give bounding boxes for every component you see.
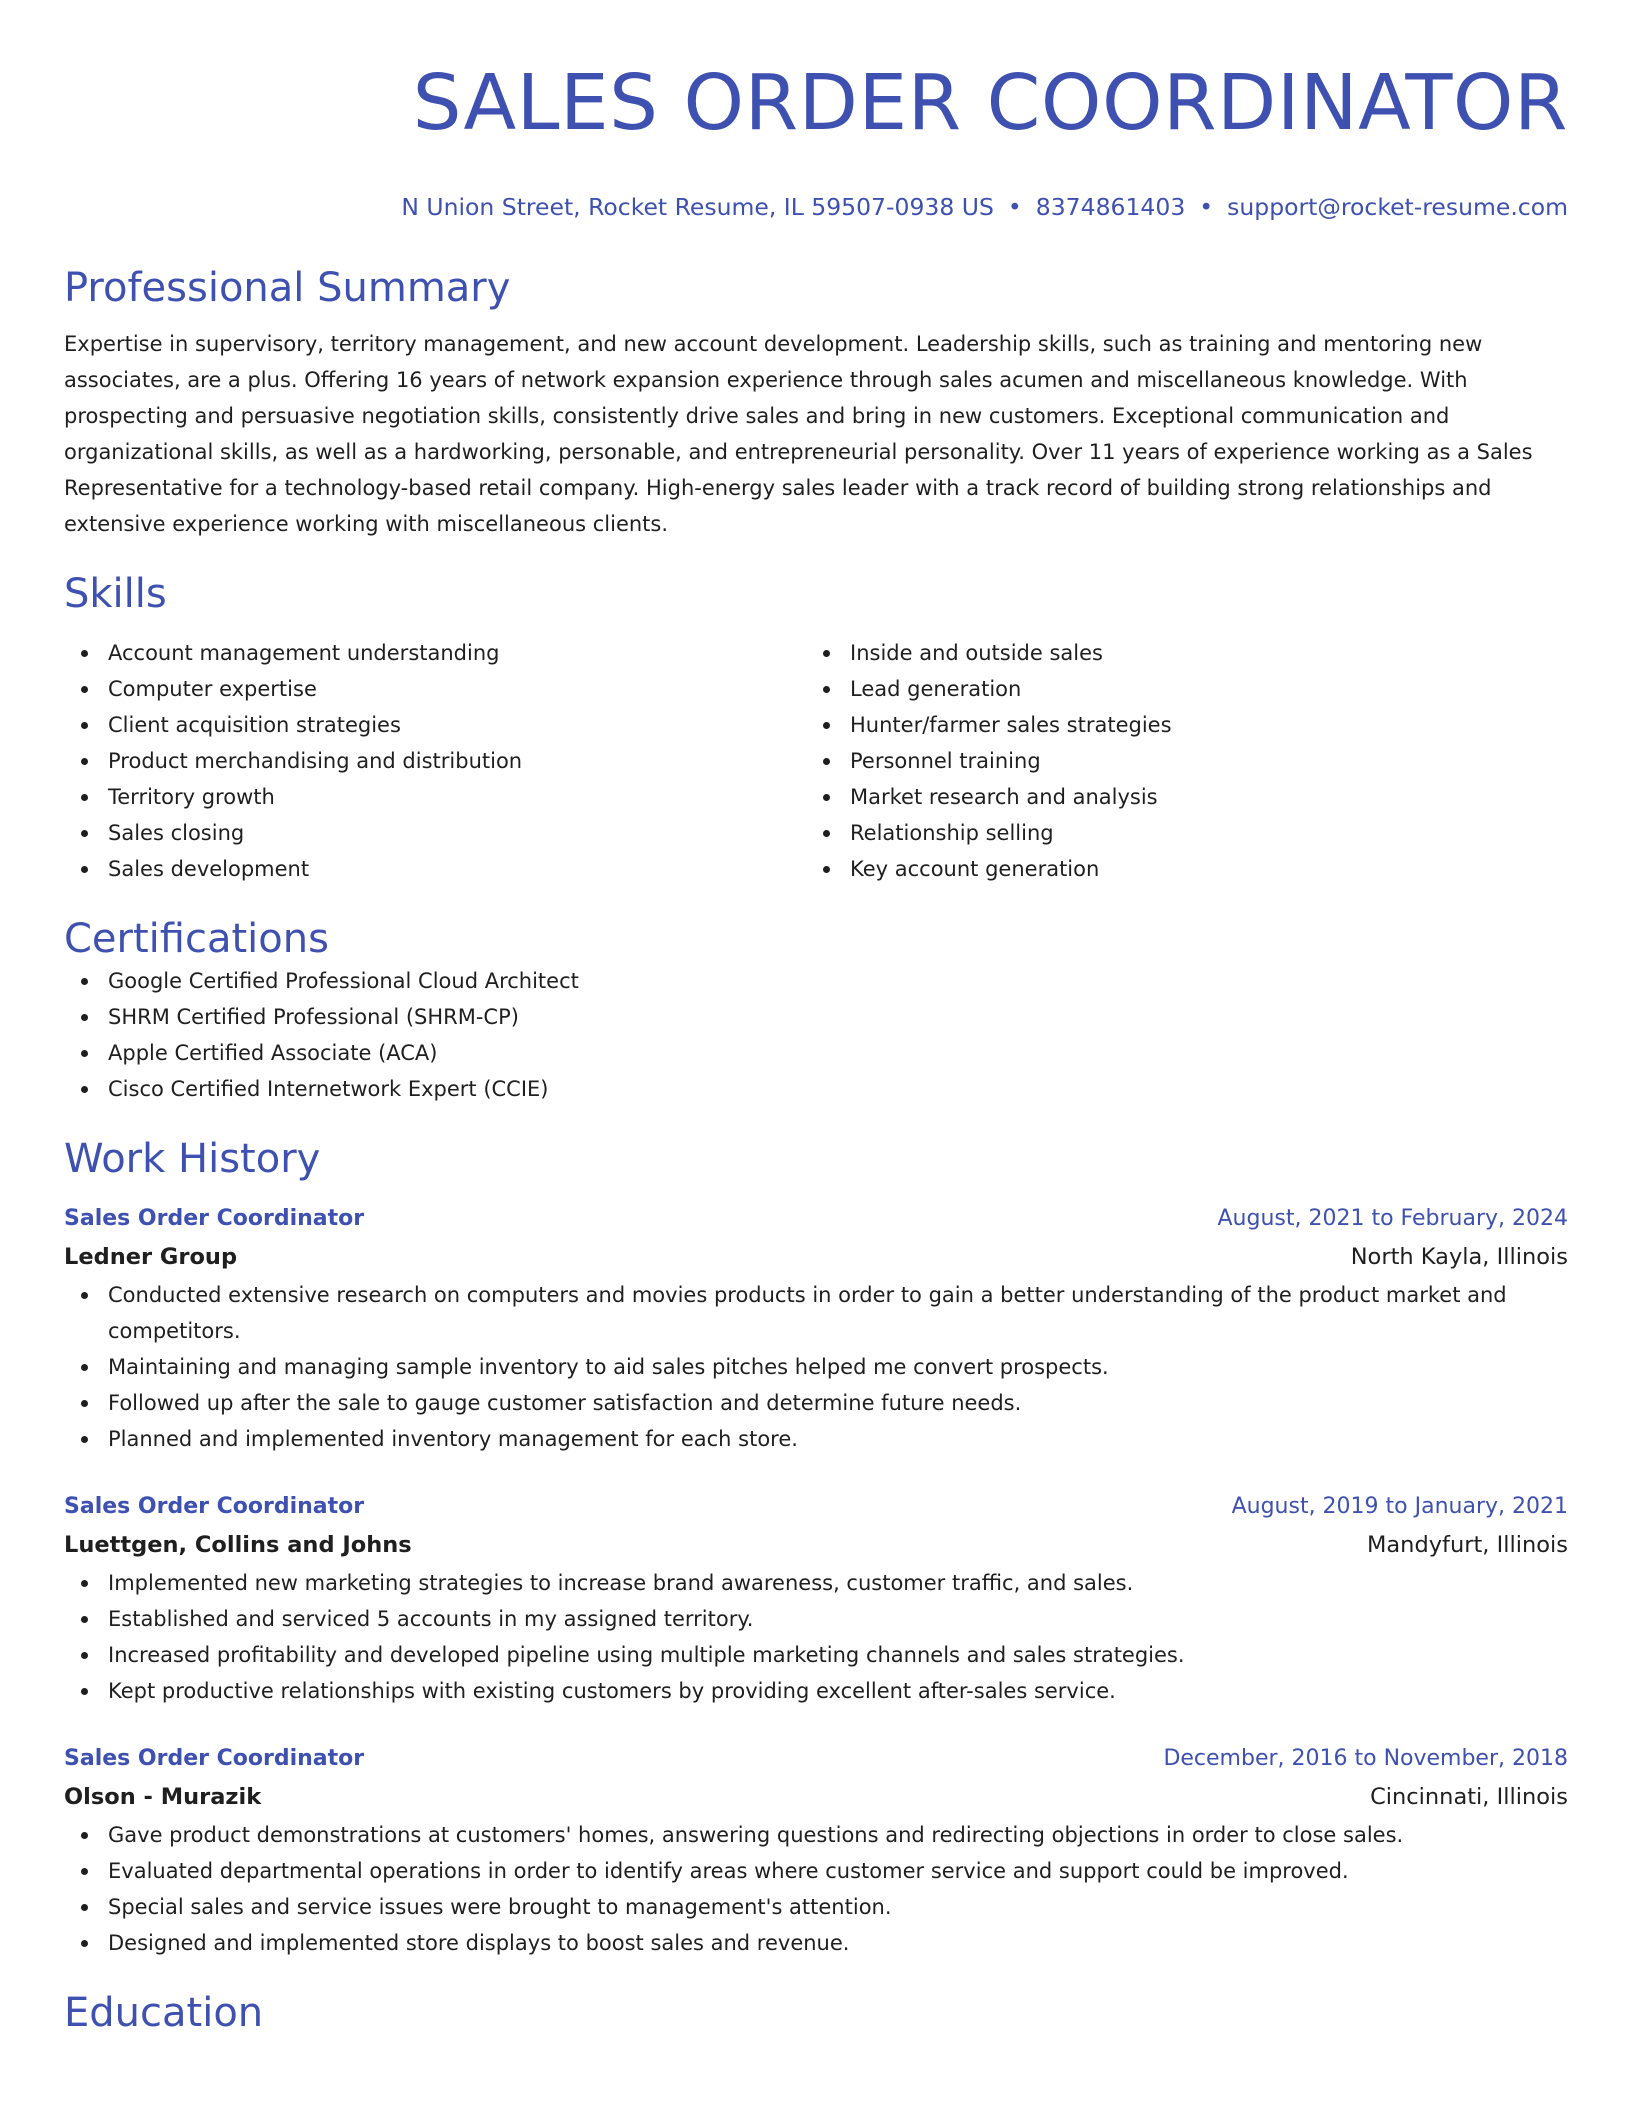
skills-list-left xyxy=(64,635,806,887)
list-item: Followed up after the sale to gauge customer satisfaction and determine future needs. xyxy=(64,1385,1568,1421)
list-item: Increased profitability and developed pipeline using multiple marketing channels and sales strategies. xyxy=(64,1637,1568,1673)
contact-line xyxy=(64,192,1568,222)
job-bullets xyxy=(64,1565,1568,1709)
job-title: Sales Order Coordinator xyxy=(64,1746,365,1771)
skills-list-right xyxy=(806,635,1548,887)
job-company: Olson - Murazik xyxy=(64,1784,262,1810)
list-item: SHRM Certified Professional (SHRM-CP) xyxy=(64,999,1568,1035)
list-item: Personnel training xyxy=(806,743,1548,779)
job-bullets xyxy=(64,1277,1568,1457)
job-title-row xyxy=(64,1741,1568,1777)
list-item: Conducted extensive research on computers and movies products in order to gain a better understanding of the product market and competitors. xyxy=(64,1277,1568,1349)
skills-column-left xyxy=(64,635,806,887)
list-item: Sales closing xyxy=(64,815,806,851)
contact-separator: • xyxy=(1199,193,1214,221)
job-company-row xyxy=(64,1777,1568,1817)
job-location: Mandyfurt, Illinois xyxy=(1366,1532,1568,1558)
list-item: Market research and analysis xyxy=(806,779,1548,815)
job-dates: August, 2021 to February, 2024 xyxy=(1217,1206,1568,1231)
list-item: Key account generation xyxy=(806,851,1548,887)
list-item: Apple Certified Associate (ACA) xyxy=(64,1035,1568,1071)
job-title-row xyxy=(64,1201,1568,1237)
list-item: Hunter/farmer sales strategies xyxy=(806,707,1548,743)
resume-page xyxy=(64,0,1568,2037)
job-title-row xyxy=(64,1489,1568,1525)
list-item: Inside and outside sales xyxy=(806,635,1548,671)
job-entry xyxy=(64,1201,1568,1457)
job-company-row xyxy=(64,1237,1568,1277)
work-history-heading: Work History xyxy=(64,1136,321,1182)
certifications-list xyxy=(64,963,1568,1107)
summary-heading: Professional Summary xyxy=(64,265,511,311)
contact-address: N Union Street, Rocket Resume, IL 59507-0938 US xyxy=(401,193,994,221)
list-item: Google Certified Professional Cloud Architect xyxy=(64,963,1568,999)
job-title: Sales Order Coordinator xyxy=(64,1494,365,1519)
contact-email: support@rocket-resume.com xyxy=(1227,193,1568,221)
list-item: Account management understanding xyxy=(64,635,806,671)
job-bullets xyxy=(64,1817,1568,1961)
list-item: Designed and implemented store displays to boost sales and revenue. xyxy=(64,1925,1568,1961)
job-company: Luettgen, Collins and Johns xyxy=(64,1532,412,1558)
job-entry xyxy=(64,1489,1568,1709)
education-heading: Education xyxy=(64,1990,264,2036)
skills-heading: Skills xyxy=(64,571,167,617)
certifications-heading: Certifications xyxy=(64,916,329,962)
job-company-row xyxy=(64,1525,1568,1565)
list-item: Computer expertise xyxy=(64,671,806,707)
skills-column-right xyxy=(806,635,1548,887)
list-item: Planned and implemented inventory management for each store. xyxy=(64,1421,1568,1457)
skills-grid xyxy=(64,635,1568,887)
job-company: Ledner Group xyxy=(64,1244,238,1270)
list-item: Kept productive relationships with existing customers by providing excellent after-sales service. xyxy=(64,1673,1568,1709)
list-item: Lead generation xyxy=(806,671,1548,707)
job-dates: August, 2019 to January, 2021 xyxy=(1231,1494,1568,1519)
list-item: Gave product demonstrations at customers' homes, answering questions and redirecting objections in order to close sales. xyxy=(64,1817,1568,1853)
list-item: Product merchandising and distribution xyxy=(64,743,806,779)
list-item: Established and serviced 5 accounts in my assigned territory. xyxy=(64,1601,1568,1637)
job-location: North Kayla, Illinois xyxy=(1350,1244,1568,1270)
work-history-list xyxy=(64,1201,1568,1961)
contact-phone: 8374861403 xyxy=(1035,193,1186,221)
list-item: Territory growth xyxy=(64,779,806,815)
contact-separator: • xyxy=(1007,193,1022,221)
list-item: Special sales and service issues were brought to management's attention. xyxy=(64,1889,1568,1925)
job-entry xyxy=(64,1741,1568,1961)
list-item: Client acquisition strategies xyxy=(64,707,806,743)
job-dates: December, 2016 to November, 2018 xyxy=(1163,1746,1568,1771)
job-title: Sales Order Coordinator xyxy=(64,1206,365,1231)
summary-text: Expertise in supervisory, territory management, and new account development. Leadership skills, such as training and mentoring new associates, are a plus. Offering 16 years of network expansion experience through sales acumen and miscellaneous knowledge. With prospecting and persuasive negotiation skills, consistently drive sales and bring in new customers. Exceptional communication and organizational skills, as well as a hardworking, personable, and entrepreneurial personality. Over 11 years of experience working as a Sales Representative for a technology-based retail company. High-energy sales leader with a track record of building strong relationships and extensive experience working with miscellaneous clients. xyxy=(64,332,1533,536)
list-item: Evaluated departmental operations in order to identify areas where customer service and support could be improved. xyxy=(64,1853,1568,1889)
job-location: Cincinnati, Illinois xyxy=(1370,1784,1568,1810)
list-item: Relationship selling xyxy=(806,815,1548,851)
resume-name: SALES ORDER COORDINATOR xyxy=(412,59,1568,148)
list-item: Cisco Certified Internetwork Expert (CCIE) xyxy=(64,1071,1568,1107)
list-item: Maintaining and managing sample inventory to aid sales pitches helped me convert prospects. xyxy=(64,1349,1568,1385)
list-item: Implemented new marketing strategies to increase brand awareness, customer traffic, and sales. xyxy=(64,1565,1568,1601)
list-item: Sales development xyxy=(64,851,806,887)
